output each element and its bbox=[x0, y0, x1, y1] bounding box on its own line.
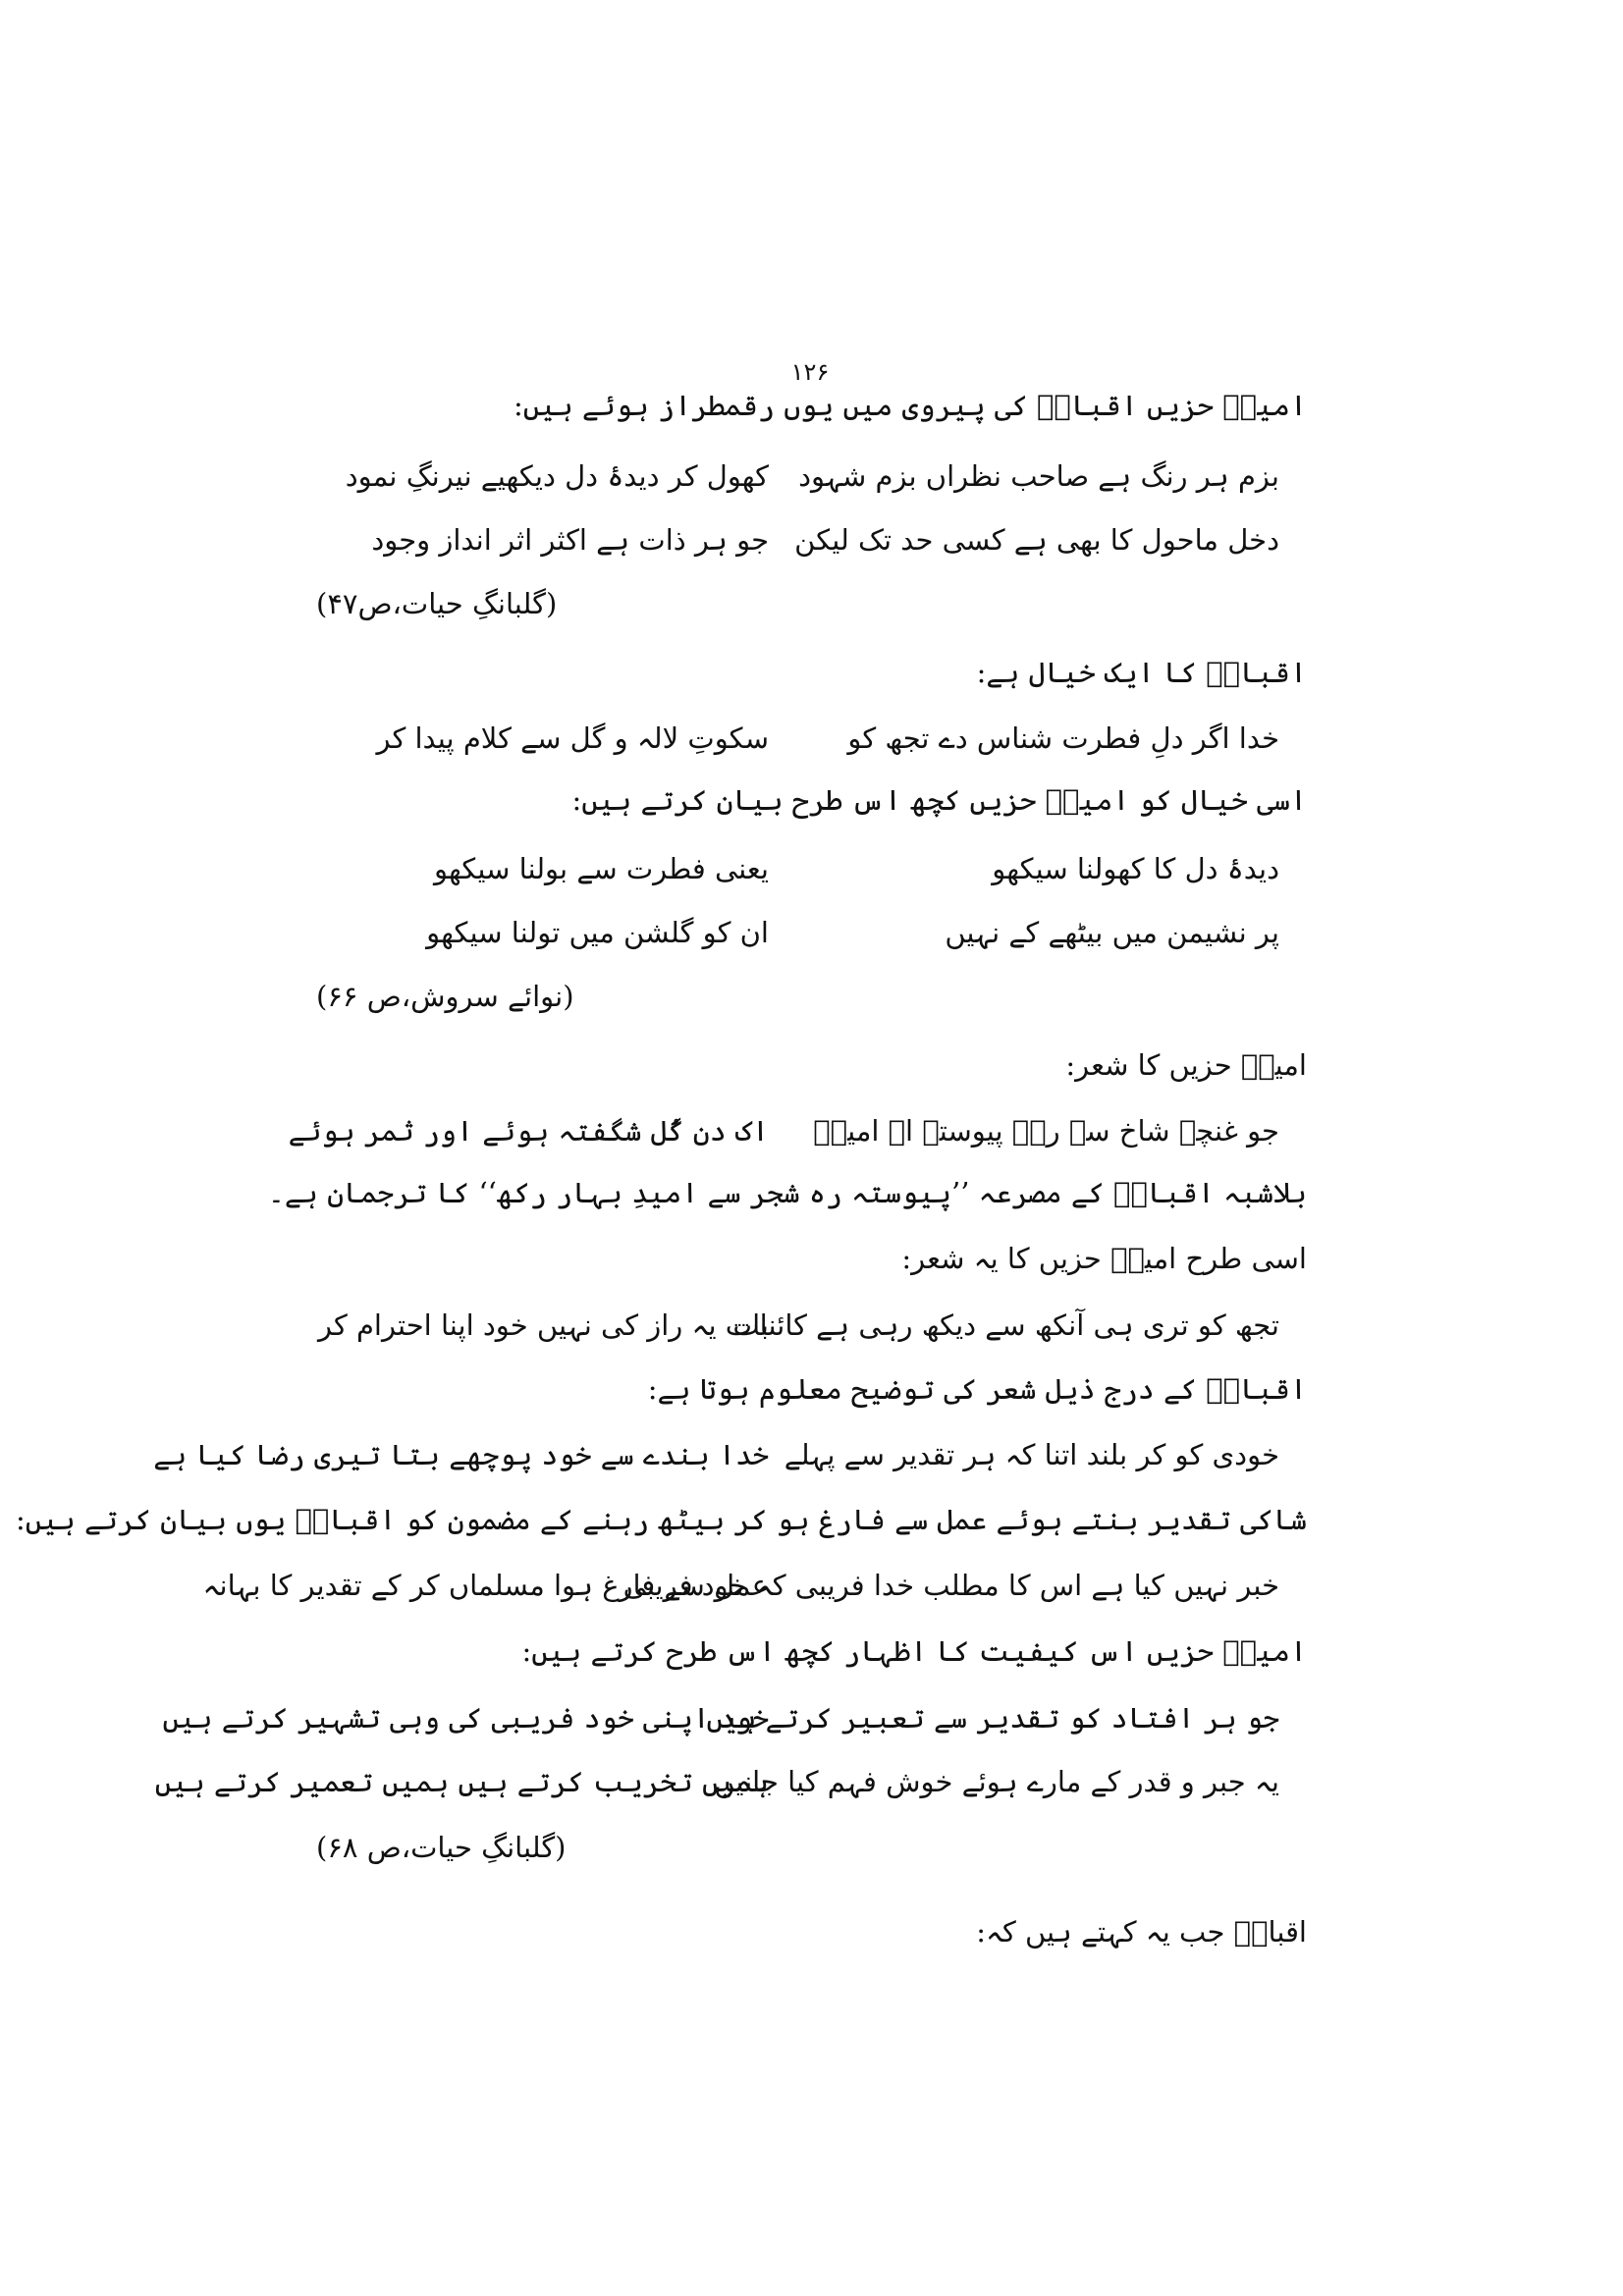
paragraph-undoubtedly: بلاشبہ اقبالؔ کے مصرعہ ’’پیوستہ رہ شجر سے امیدِ بہار رکھ‘‘ کا ترجمان ہے۔ bbox=[267, 1176, 1307, 1209]
verse-6-first-hemistich: جو غنچے شاخ سے رہے پیوستہ اے امیںؔ bbox=[813, 1114, 1279, 1148]
citation-nawa-66: (نوائے سروش،ص ۶۶) bbox=[316, 980, 574, 1013]
verse-2-first-hemistich: دخل ماحول کا بھی ہے کسی حد تک لیکن bbox=[794, 523, 1279, 557]
verse-8-first-hemistich: خودی کو کر بلند اتنا کہ ہر تقدیر سے پہلے bbox=[784, 1438, 1279, 1471]
citation-gulbang-68: (گلبانگِ حیات،ص ۶۸) bbox=[316, 1831, 567, 1864]
paragraph-same-idea: اسی خیال کو امیںؔ حزیں کچھ اس طرح بیان کرتے ہیں: bbox=[571, 783, 1307, 817]
verse-1-second-hemistich: کھول کر دیدۂ دل دیکھیے نیرنگِ نمود bbox=[345, 459, 769, 493]
verse-4-second-hemistich: یعنی فطرت سے بولنا سیکھو bbox=[434, 852, 769, 885]
verse-11-second-hemistich: ہمیں تخریب کرتے ہیں ہمیں تعمیر کرتے ہیں bbox=[154, 1765, 769, 1798]
verse-7-first-hemistich: تجھ کو تری ہی آنکھ سے دیکھ رہی ہے کائنات bbox=[732, 1308, 1279, 1342]
verse-11-first-hemistich: یہ جبر و قدر کے مارے ہوئے خوش فہم کیا جانیں bbox=[714, 1765, 1279, 1798]
verse-5-second-hemistich: ان کو گلشن میں تولنا سیکھو bbox=[426, 916, 769, 949]
page-number: ۱۲۶ bbox=[790, 358, 830, 386]
verse-5-first-hemistich: پر نشیمن میں بیٹھے کے نہیں bbox=[945, 916, 1279, 949]
paragraph-amin-verse: امیںؔ حزیں کا شعر: bbox=[1065, 1048, 1307, 1082]
paragraph-fate: شاکی تقدیر بنتے ہوئے عمل سے فارغ ہو کر بیٹھ رہنے کے مضمون کو اقبالؔ یوں بیان کرتے ہیں: bbox=[16, 1503, 1307, 1536]
verse-10-second-hemistich: خود اپنی خود فریبی کی وہی تشہیر کرتے ہیں bbox=[162, 1701, 769, 1735]
verse-9-first-hemistich: خبر نہیں کیا ہے اس کا مطلب خدا فریبی کہ خود فریبی bbox=[622, 1569, 1279, 1602]
verse-9-second-hemistich: عمل سے فارغ ہوا مسلماں کر کے تقدیر کا بہانہ bbox=[202, 1569, 769, 1602]
paragraph-amin-expression: امیںؔ حزیں اس کیفیت کا اظہار کچھ اس طرح کرتے ہیں: bbox=[521, 1634, 1307, 1668]
verse-7-second-hemistich: بات یہ راز کی نہیں خود اپنا احترام کر bbox=[317, 1308, 769, 1342]
citation-gulbang-47: (گلبانگِ حیات،ص۴۷) bbox=[316, 587, 558, 620]
verse-10-first-hemistich: جو ہر افتاد کو تقدیر سے تعبیر کرتے ہیں bbox=[706, 1701, 1279, 1735]
verse-6-second-hemistich: اک دن گُل شگفتہ ہوئے اور ثمر ہوئے bbox=[288, 1114, 769, 1148]
verse-1-first-hemistich: بزم ہر رنگ ہے صاحب نظراں بزم شہود bbox=[798, 459, 1279, 493]
verse-3-first-hemistich: خدا اگر دلِ فطرت شناس دے تجھ کو bbox=[847, 721, 1279, 755]
verse-3-second-hemistich: سکوتِ لالہ و گل سے کلام پیدا کر bbox=[376, 721, 769, 755]
paragraph-similarly: اسی طرح امیںؔ حزیں کا یہ شعر: bbox=[901, 1242, 1307, 1275]
verse-8-second-hemistich: خدا بندے سے خود پوچھے بتا تیری رضا کیا ہے bbox=[153, 1438, 769, 1471]
paragraph-intro: امیںؔ حزیں اقبالؔ کی پیروی میں یوں رقمطراز ہوئے ہیں: bbox=[513, 389, 1307, 422]
verse-2-second-hemistich: جو ہر ذات ہے اکثر اثر انداز وجود bbox=[371, 523, 769, 557]
paragraph-iqbal-idea: اقبالؔ کا ایک خیال ہے: bbox=[976, 656, 1307, 689]
paragraph-explanation: اقبالؔ کے درج ذیل شعر کی توضیح معلوم ہوتا ہے: bbox=[647, 1372, 1307, 1406]
verse-4-first-hemistich: دیدۂ دل کا کھولنا سیکھو bbox=[992, 852, 1279, 885]
paragraph-when-iqbal-says: اقبالؔ جب یہ کہتے ہیں کہ: bbox=[976, 1915, 1307, 1949]
